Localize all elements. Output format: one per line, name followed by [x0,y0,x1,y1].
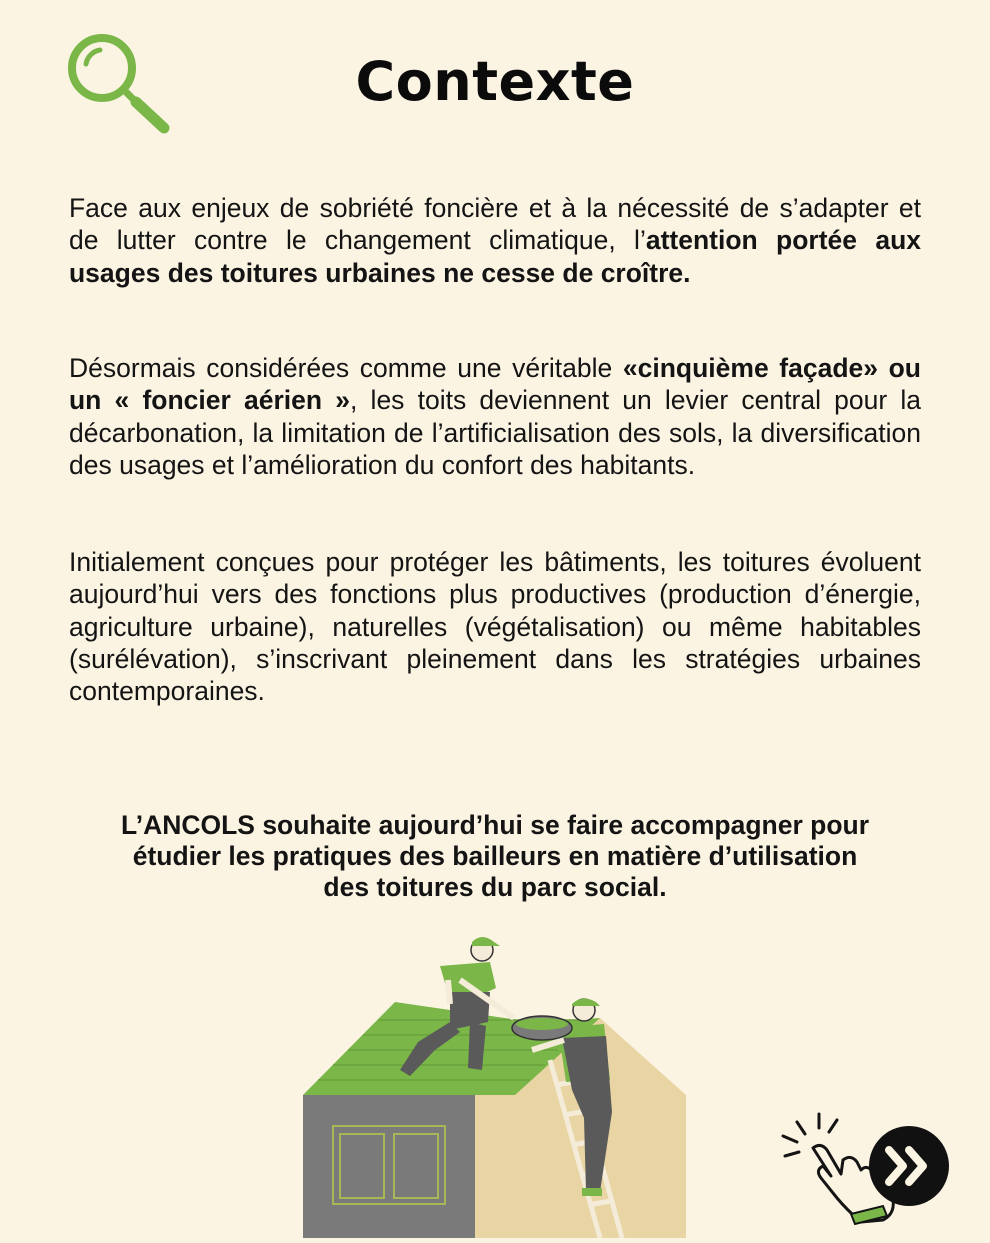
page-title: Contexte [355,50,635,113]
statement-line-3: des toitures du parc social. [323,872,667,902]
paragraph-text: , les toits deviennent un levier central pour la décarbonation, la limitation de l’artificialisation des sols, la diversification des usages et l’amélioration du confort des habitants. [69,385,921,480]
statement-line-1: L’ANCOLS souhaite aujourd’hui se faire accompagner pour [120,810,870,840]
statement-line-2: étudier les pratiques des bailleurs en matière d’utilisation [132,841,858,871]
paragraph-intro [69,192,921,289]
paragraph-text: Face aux enjeux de sobriété foncière et à la nécessité de s’adapter et de lutter contre le changement climatique, l’ [69,193,921,256]
ancols-statement [70,810,920,903]
paragraph-fifth-facade [69,352,921,481]
paragraph-text: Initialement conçues pour protéger les bâtiments, les toitures évoluent aujourd’hui vers des fonctions plus productives (production d’énergie, agriculture urbaine), naturelles (végétalisation) ou même habitables (surélévation), s’inscrivant pleinement dans les stratégies urbaines contemporaines. [69,547,921,707]
house-front-wall [303,1095,475,1238]
roof-workers-illustration [300,930,700,1238]
paragraph-highlight: attention portée aux usages des toitures urbaines ne cesse de croître. [69,225,921,288]
paragraph-highlight: «cinquième façade» ou un « foncier aérien » [69,353,921,416]
paragraph-roof-functions [69,546,921,707]
swipe-next-icon[interactable] [775,1110,955,1225]
paragraph-text: Désormais considérées comme une véritable [69,353,623,383]
